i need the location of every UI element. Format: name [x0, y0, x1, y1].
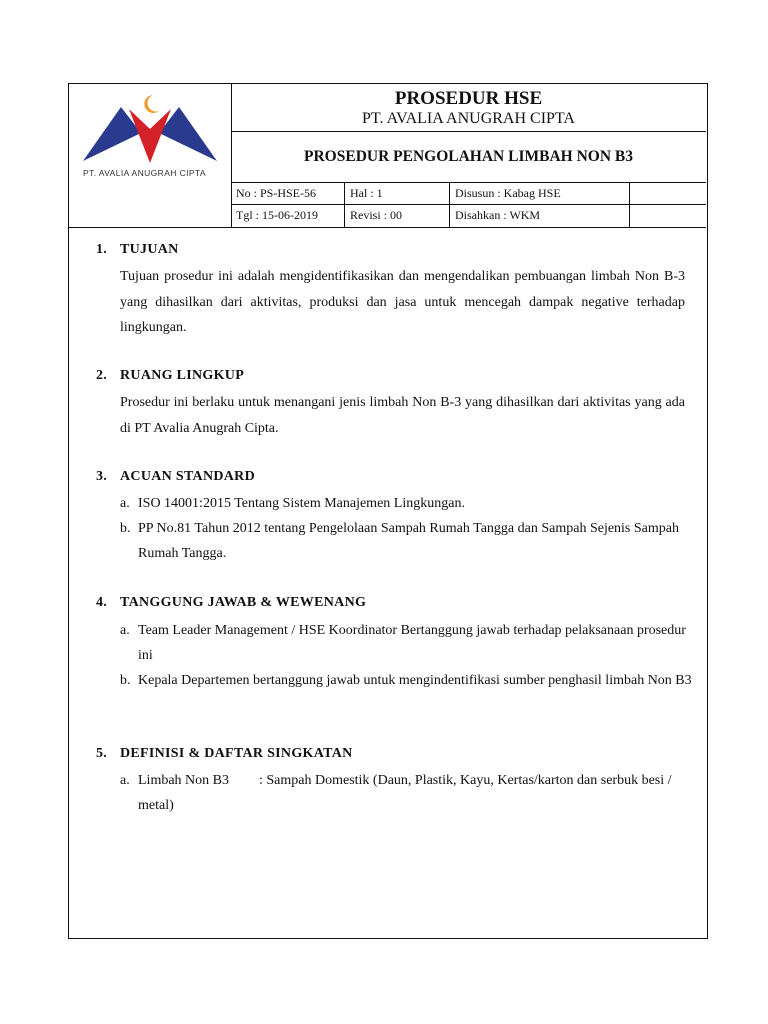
meta-disahkan: Disahkan : WKM: [455, 208, 541, 222]
meta-tgl: Tgl : 15-06-2019: [236, 208, 318, 222]
logo-cell: [69, 84, 232, 227]
section-heading-tujuan: 1. TUJUAN: [96, 242, 179, 257]
section-heading-ruang-lingkup: 2. RUANG LINGKUP: [96, 368, 245, 383]
meta-revisi: Revisi : 00: [350, 208, 403, 222]
section-text-tujuan: Tujuan prosedur ini adalah mengidentifikasikan dan mengendalikan pembuangan limbah Non B-3 yang dihasilkan dari aktivitas, produksi dan jasa untuk mencegah dampak negative terhadap lingkungan.: [120, 269, 685, 335]
definition-term: Limbah Non B3: [138, 773, 229, 788]
meta-disusun: Disusun : Kabag HSE: [455, 186, 561, 200]
meta-col-divider-3: [629, 182, 630, 227]
document-header: [69, 84, 706, 228]
definition-text: : Sampah Domestik (Daun, Plastik, Kayu, Kertas/karton dan serbuk besi / metal): [138, 773, 672, 813]
meta-table: [231, 182, 706, 227]
document-subtitle: PROSEDUR PENGOLAHAN LIMBAH NON B3: [304, 148, 633, 165]
section-heading-definisi: 5. DEFINISI & DAFTAR SINGKATAN: [96, 746, 353, 761]
logo-text: PT. AVALIA ANUGRAH CIPTA: [83, 168, 206, 178]
meta-empty-2: [630, 205, 706, 225]
subtitle-block: [231, 131, 706, 183]
meta-row-divider: [231, 204, 706, 205]
company-name: PT. AVALIA ANUGRAH CIPTA: [362, 110, 575, 127]
title-block: [231, 84, 706, 132]
meta-hal: Hal : 1: [350, 186, 383, 200]
company-logo-icon: [79, 89, 221, 169]
meta-col-divider-1: [344, 182, 345, 227]
section-heading-tanggung-jawab: 4. TANGGUNG JAWAB & WEWENANG: [96, 595, 367, 610]
meta-col-divider-2: [449, 182, 450, 227]
meta-no: No : PS-HSE-56: [236, 186, 317, 200]
document-title: PROSEDUR HSE: [394, 88, 543, 109]
section-heading-acuan-standard: 3. ACUAN STANDARD: [96, 469, 255, 484]
section-text-ruang-lingkup: Prosedur ini berlaku untuk menangani jenis limbah Non B-3 yang dihasilkan dari aktivitas yang ada di PT Avalia Anugrah Cipta.: [120, 395, 685, 436]
meta-empty-1: [630, 183, 706, 203]
